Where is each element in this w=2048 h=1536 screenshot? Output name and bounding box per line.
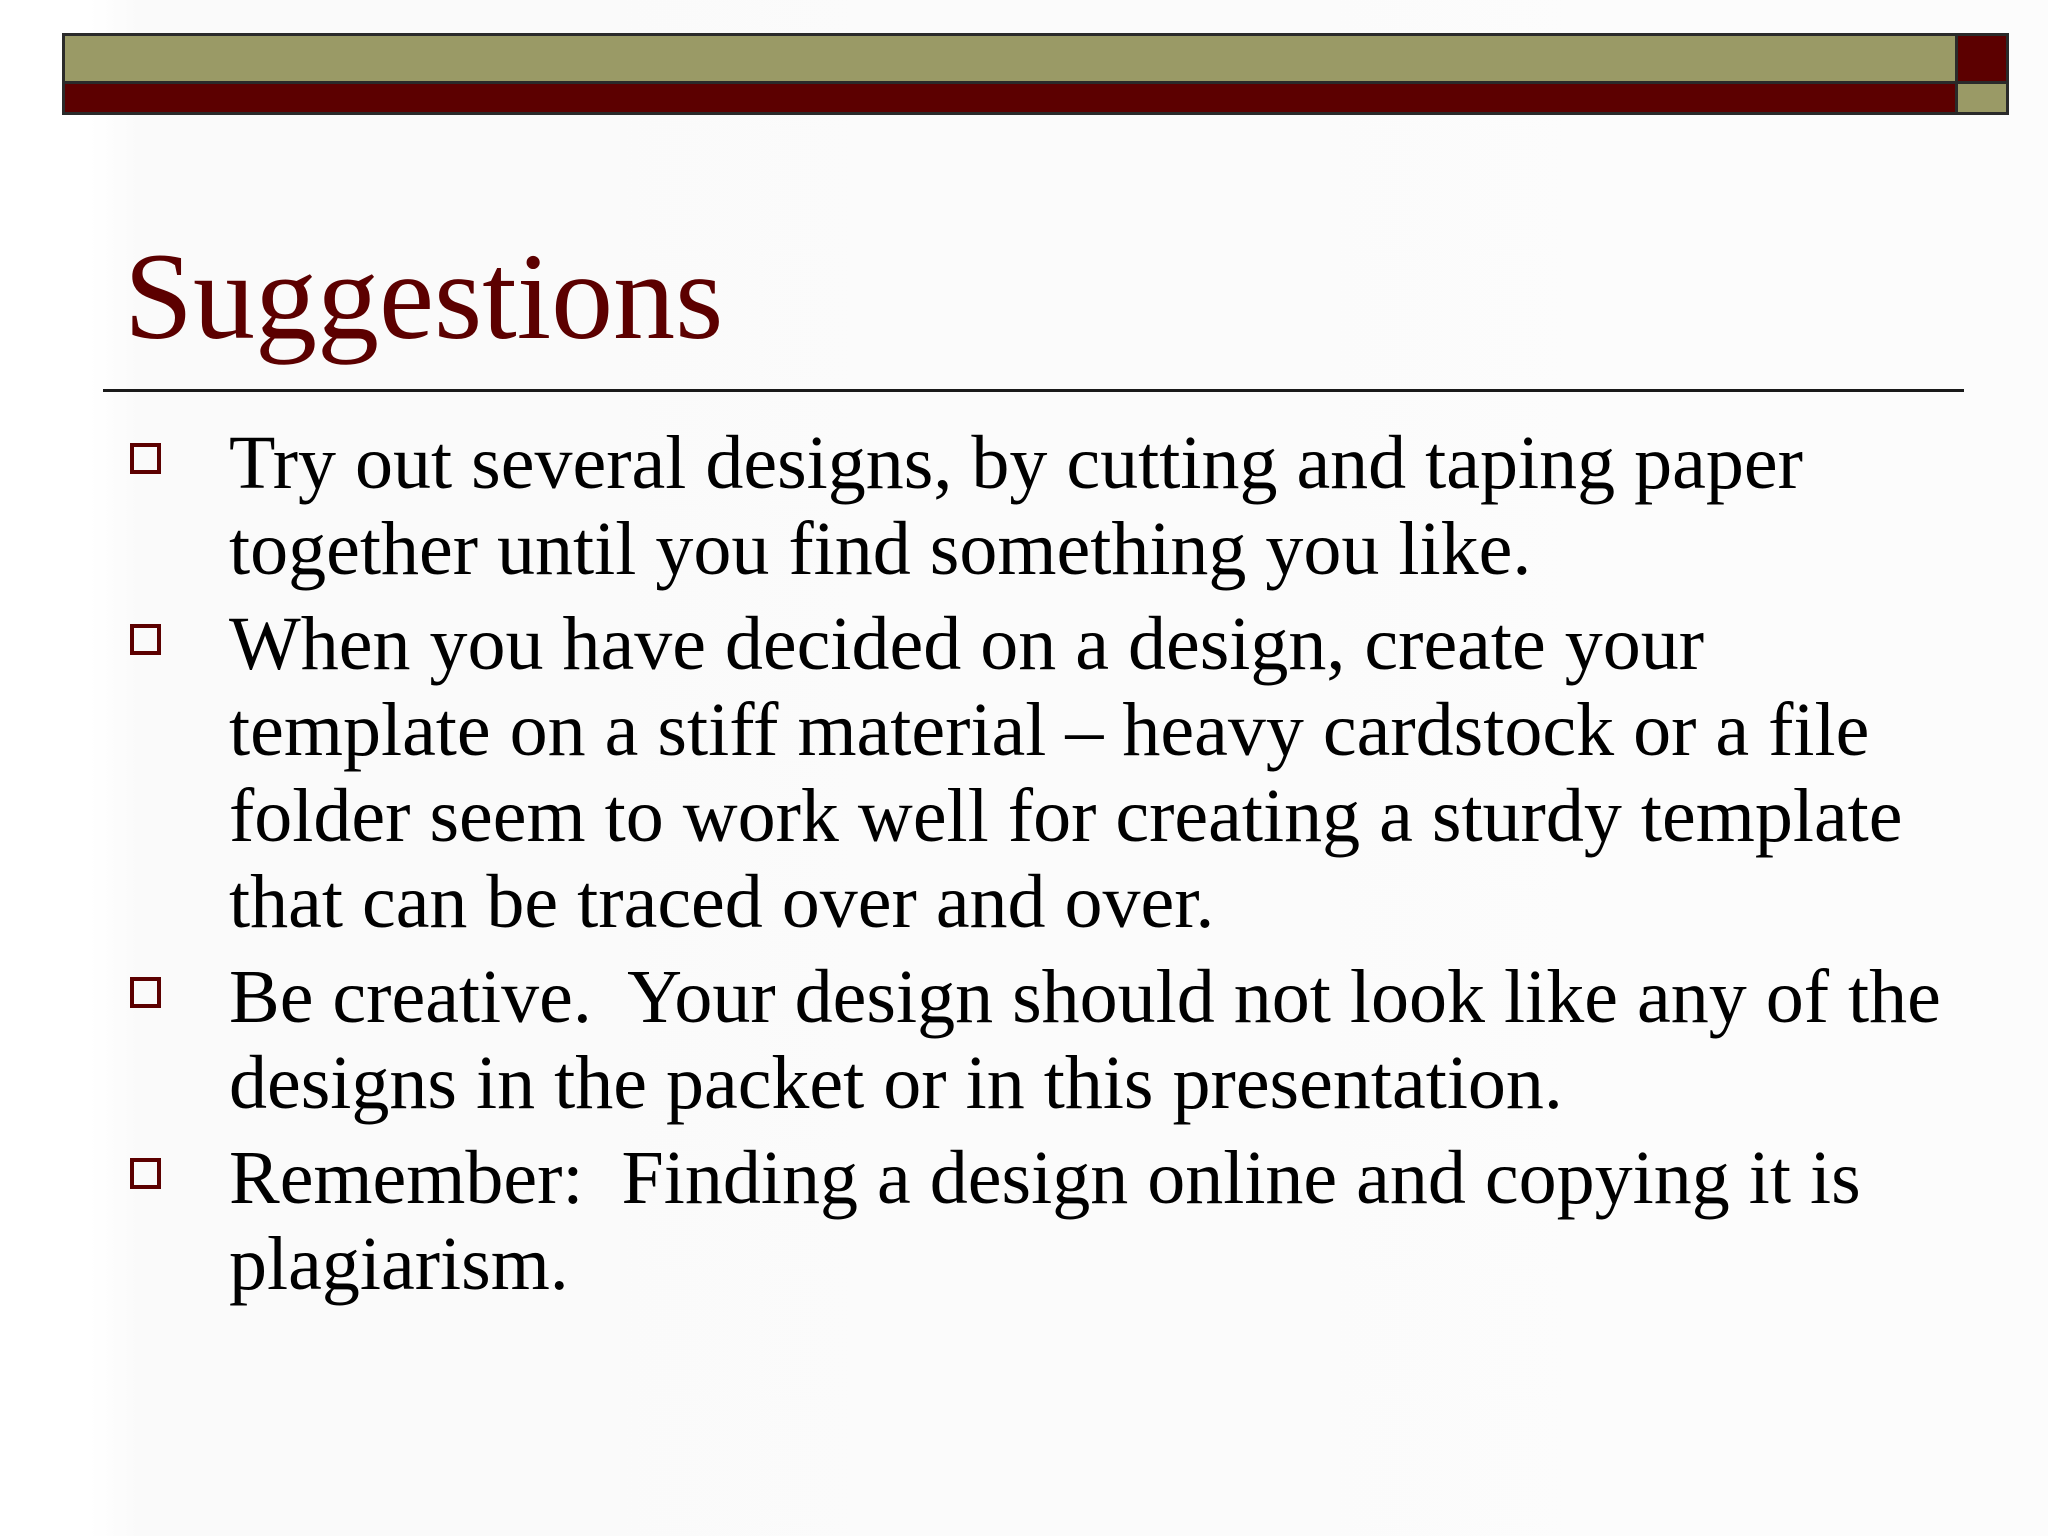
corner-maroon-square — [1958, 33, 2009, 84]
bullet-item — [0, 420, 2048, 592]
slide-title: Suggestions — [124, 228, 724, 365]
hollow-square-icon — [130, 1158, 161, 1189]
bullet-item — [0, 1135, 2048, 1307]
bullet-item — [0, 954, 2048, 1126]
bullet-text: Remember: Finding a design online and copying it is plagiarism. — [229, 1136, 1880, 1306]
hollow-square-icon — [130, 443, 161, 474]
bullet-text: When you have decided on a design, create your template on a stiff material – heavy cardstock or a file folder seem to work well for creating a sturdy template that can be traced over and over. — [229, 602, 1922, 944]
olive-band — [62, 33, 1958, 84]
bullet-text: Try out several designs, by cutting and taping paper together until you find something you like. — [229, 421, 1822, 591]
bullet-text: Be creative. Your design should not look like any of the designs in the packet or in this presentation. — [229, 955, 1960, 1125]
corner-olive-square — [1958, 84, 2009, 115]
title-underline-rule — [103, 389, 1964, 392]
bullet-item — [0, 601, 2048, 945]
decorative-header-banner — [62, 33, 2009, 115]
hollow-square-icon — [130, 624, 161, 655]
maroon-band — [62, 84, 1958, 115]
hollow-square-icon — [130, 977, 161, 1008]
bullet-list — [0, 420, 2048, 1316]
